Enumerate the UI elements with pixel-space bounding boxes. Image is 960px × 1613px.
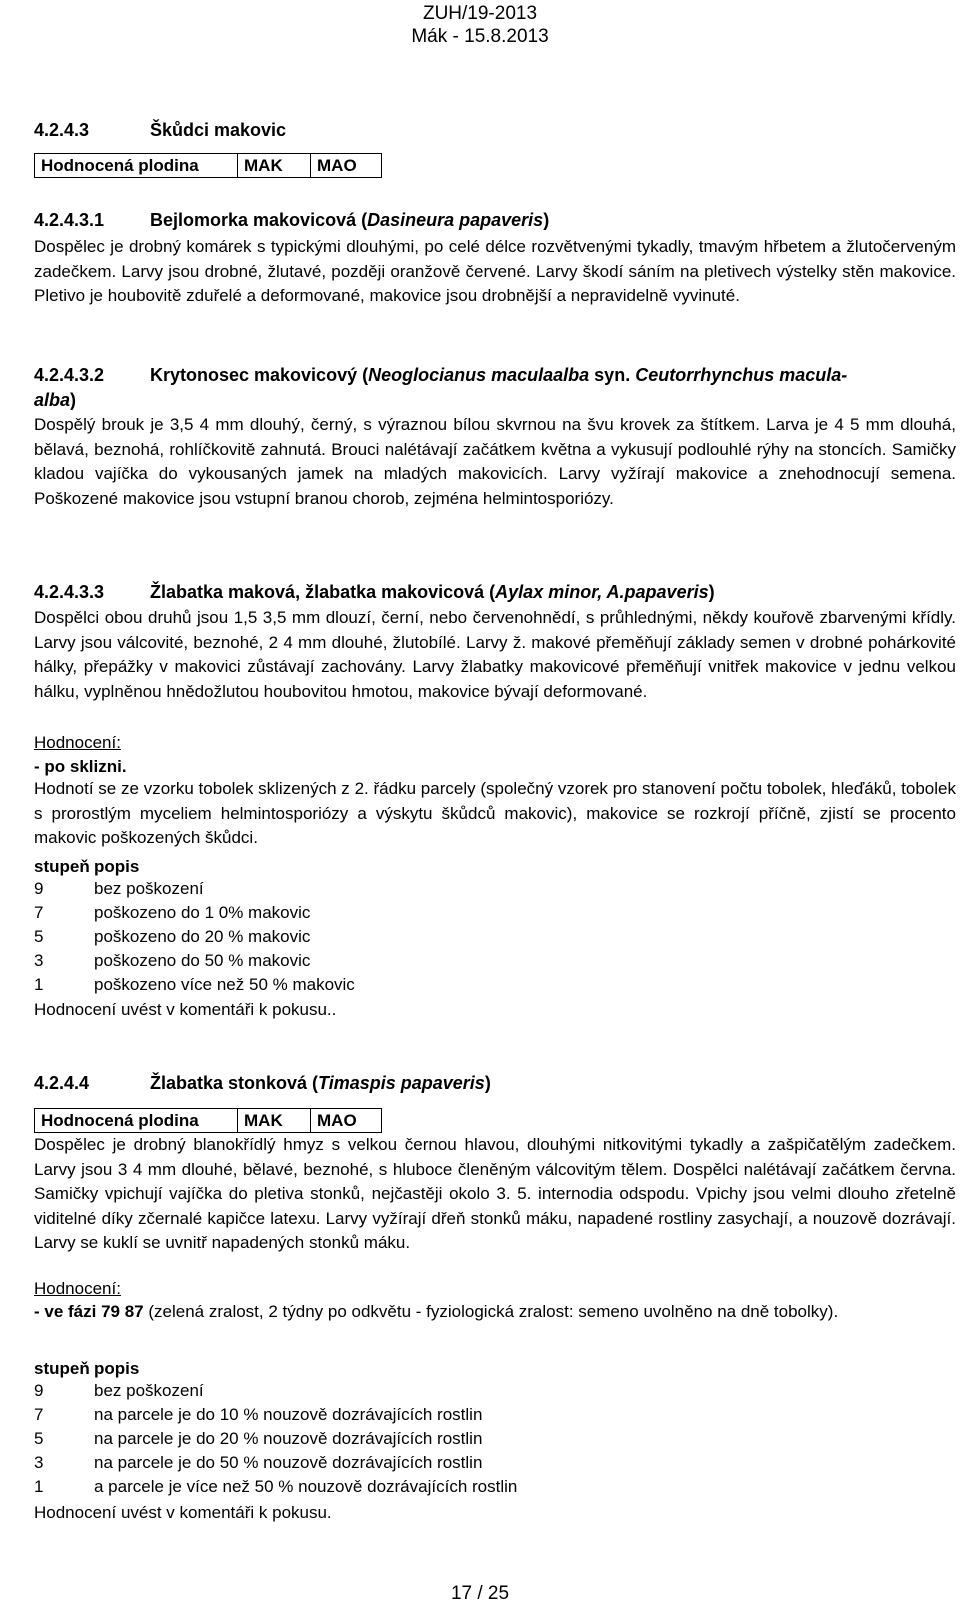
scale-grade: 5	[34, 927, 44, 946]
crop-table	[34, 1108, 382, 1133]
document-id: ZUH/19-2013	[422, 3, 538, 24]
crop-label: Hodnocená plodina	[35, 154, 238, 178]
scale-grade: 7	[34, 1405, 44, 1424]
evaluation-label: Hodnocení:	[34, 1279, 121, 1298]
title-text: )	[70, 390, 77, 410]
scale-row	[34, 903, 355, 927]
title-text: )	[484, 1073, 491, 1093]
evaluation-timing	[34, 1300, 956, 1325]
evaluation-method: Hodnotí se ze vzorku tobolek sklizených z 2. řádku parcely (společný vzorek pro stanovení počtu tobolek, hleďáků, tobolek s prorostlým myceliem helmintosporiózy a výskytu škůdců makovic), makovice se rozkrojí příčně, zjistí se procento makovic poškozených škůdci.	[34, 779, 956, 847]
scale-header-row	[34, 855, 355, 879]
scale-description: poškozeno více než 50 % makovic	[94, 975, 355, 994]
scale-header-description: popis	[94, 857, 140, 876]
section-number: 4.2.4.3.1	[34, 210, 105, 230]
growth-stage-description: (zelená zralost, 2 týdny po odkvětu - fyziologická zralost: semeno uvolněno na dně tobolky).	[143, 1302, 839, 1321]
scale-row	[34, 1429, 517, 1453]
scale-grade: 5	[34, 1429, 44, 1448]
page-header	[0, 2, 960, 48]
scale-grade: 3	[34, 1453, 44, 1472]
evaluation-note: Hodnocení uvést v komentáři k pokusu.	[34, 1503, 332, 1522]
scale-description: bez poškození	[94, 1381, 204, 1400]
section-heading-timaspis	[34, 1073, 491, 1094]
scale-row	[34, 1405, 517, 1429]
section-heading-dasineura	[34, 210, 549, 231]
crop-code: MAK	[238, 1109, 311, 1133]
latin-name: Ceutorrhynchus macula-	[635, 365, 848, 385]
rating-scale-table	[34, 855, 355, 999]
page-number: 17 / 25	[450, 1583, 510, 1604]
evaluation-note: Hodnocení uvést v komentáři k pokusu..	[34, 1000, 337, 1019]
scale-header-grade: stupeň	[34, 1359, 90, 1378]
evaluation-label: Hodnocení:	[34, 733, 121, 752]
scale-header-description: popis	[94, 1359, 140, 1378]
scale-row	[34, 1381, 517, 1405]
section-heading-pests	[34, 120, 286, 141]
title-text: Žlabatka maková, žlabatka makovicová (	[150, 582, 496, 602]
crop-eppo-code: MAO	[311, 1109, 382, 1133]
crop-code: MAK	[238, 154, 311, 178]
title-text: )	[708, 582, 715, 602]
scale-row	[34, 879, 355, 903]
crop-date: Mák - 15.8.2013	[411, 26, 549, 47]
scale-description: a parcele je více než 50 % nouzově dozrávajících rostlin	[94, 1477, 518, 1496]
crop-eppo-code: MAO	[311, 154, 382, 178]
scale-grade: 3	[34, 951, 44, 970]
crop-label: Hodnocená plodina	[35, 1109, 238, 1133]
title-text: Žlabatka stonková (	[150, 1073, 319, 1093]
scale-description: na parcele je do 20 % nouzově dozrávajících rostlin	[94, 1429, 483, 1448]
scale-row	[34, 1453, 517, 1477]
latin-name: Dasineura papaveris	[367, 210, 544, 230]
scale-grade: 7	[34, 903, 44, 922]
section-number: 4.2.4.3	[34, 120, 90, 140]
section-heading-aylax	[34, 582, 715, 603]
scale-description: poškozeno do 50 % makovic	[94, 951, 311, 970]
scale-grade: 1	[34, 1477, 44, 1496]
section-title: Škůdci makovic	[150, 120, 287, 140]
latin-name: alba	[34, 390, 71, 410]
paragraph-neoglocianus: Dospělý brouk je 3,5 4 mm dlouhý, černý, s výraznou bílou skvrnou na švu krovek za štítkem. Larva je 4 5 mm dlouhá, bělavá, beznohá, rohlíčkovitě zahnutá. Brouci nalétávají začátkem května a vykusují podlouhlé rýhy na stoncích. Samičky kladou vajíčka do vykousaných jamek na mladých makovicích. Larvy vyžírají makovice a znehodnocují semena. Poškozené makovice jsou vstupní branou chorob, zejména helmintosporiózy.	[34, 415, 956, 508]
scale-row	[34, 927, 355, 951]
scale-grade: 9	[34, 1381, 44, 1400]
scale-row	[34, 1477, 517, 1501]
title-text: syn.	[589, 365, 636, 385]
section-heading-continuation	[34, 390, 76, 411]
growth-stage: - ve fázi 79 87	[34, 1302, 144, 1321]
crop-table	[34, 153, 382, 178]
latin-name: Aylax minor, A.	[495, 582, 625, 602]
section-number: 4.2.4.3.3	[34, 582, 105, 602]
paragraph-aylax: Dospělci obou druhů jsou 1,5 3,5 mm dlouzí, černí, nebo červenohnědí, s průhlednými, někdy kouřově zbarvenými křídly. Larvy jsou válcovité, beznohé, 2 4 mm dlouhé, žlutobílé. Larvy ž. makové přeměňují základy semen v drobné pohárkovité hálky, přepážky v makovici zůstávají zachovány. Larvy žlabatky makovicové přeměňují vnitřek makovice v jednu velkou hálku, vyplněnou hnědožlutou houbovitou hmotou, makovice bývají deformované.	[34, 608, 956, 701]
section-heading-neoglocianus	[34, 365, 847, 386]
title-text: Krytonosec makovicový (	[150, 365, 369, 385]
scale-description: bez poškození	[94, 879, 204, 898]
latin-name: Neoglocianus maculaalba	[368, 365, 590, 385]
scale-description: na parcele je do 50 % nouzově dozrávajících rostlin	[94, 1453, 483, 1472]
scale-description: na parcele je do 10 % nouzově dozrávajících rostlin	[94, 1405, 483, 1424]
scale-row	[34, 975, 355, 999]
title-text: )	[543, 210, 550, 230]
scale-row	[34, 951, 355, 975]
evaluation-timing: - po sklizni.	[34, 757, 127, 776]
scale-header-grade: stupeň	[34, 857, 90, 876]
paragraph-dasineura: Dospělec je drobný komárek s typickými dlouhými, po celé délce rozvětvenými tykadly, tmavým hřbetem a žlutočerveným zadečkem. Larvy jsou drobné, žlutavé, později oranžově červené. Larvy škodí sáním na pletivech výstelky stěn makovice. Pletivo je houbovitě zduřelé a deformované, makovice jsou drobnější a nepravidelně vyvinuté.	[34, 237, 956, 305]
section-number: 4.2.4.3.2	[34, 365, 105, 385]
scale-header-row	[34, 1357, 517, 1381]
scale-description: poškozeno do 20 % makovic	[94, 927, 311, 946]
section-number: 4.2.4.4	[34, 1073, 90, 1093]
latin-name: Timaspis papaveris	[318, 1073, 485, 1093]
scale-grade: 9	[34, 879, 44, 898]
rating-scale-table	[34, 1357, 517, 1501]
latin-name: papaveris	[624, 582, 709, 602]
scale-grade: 1	[34, 975, 44, 994]
scale-description: poškozeno do 1 0% makovic	[94, 903, 311, 922]
paragraph-timaspis: Dospělec je drobný blanokřídlý hmyz s velkou černou hlavou, dlouhými nitkovitými tykadly a zašpičatělým zadečkem. Larvy jsou 3 4 mm dlouhé, bělavé, beznohé, s hluboce členěným válcovitým tělem. Dospělci nalétávají začátkem června. Samičky vpichují vajíčka do pletiva stonků, nejčastěji okolo 3. 5. internodia odspodu. Vpichy jsou velmi dlouho zřetelně viditelné díky zčernalé kapičce latexu. Larvy vyžírají dřeň stonků máku, napadené rostliny zasychají, a nouzově dozrávají. Larvy se kuklí se uvnitř napadených stonků máku.	[34, 1135, 956, 1252]
title-text: Bejlomorka makovicová (	[150, 210, 368, 230]
